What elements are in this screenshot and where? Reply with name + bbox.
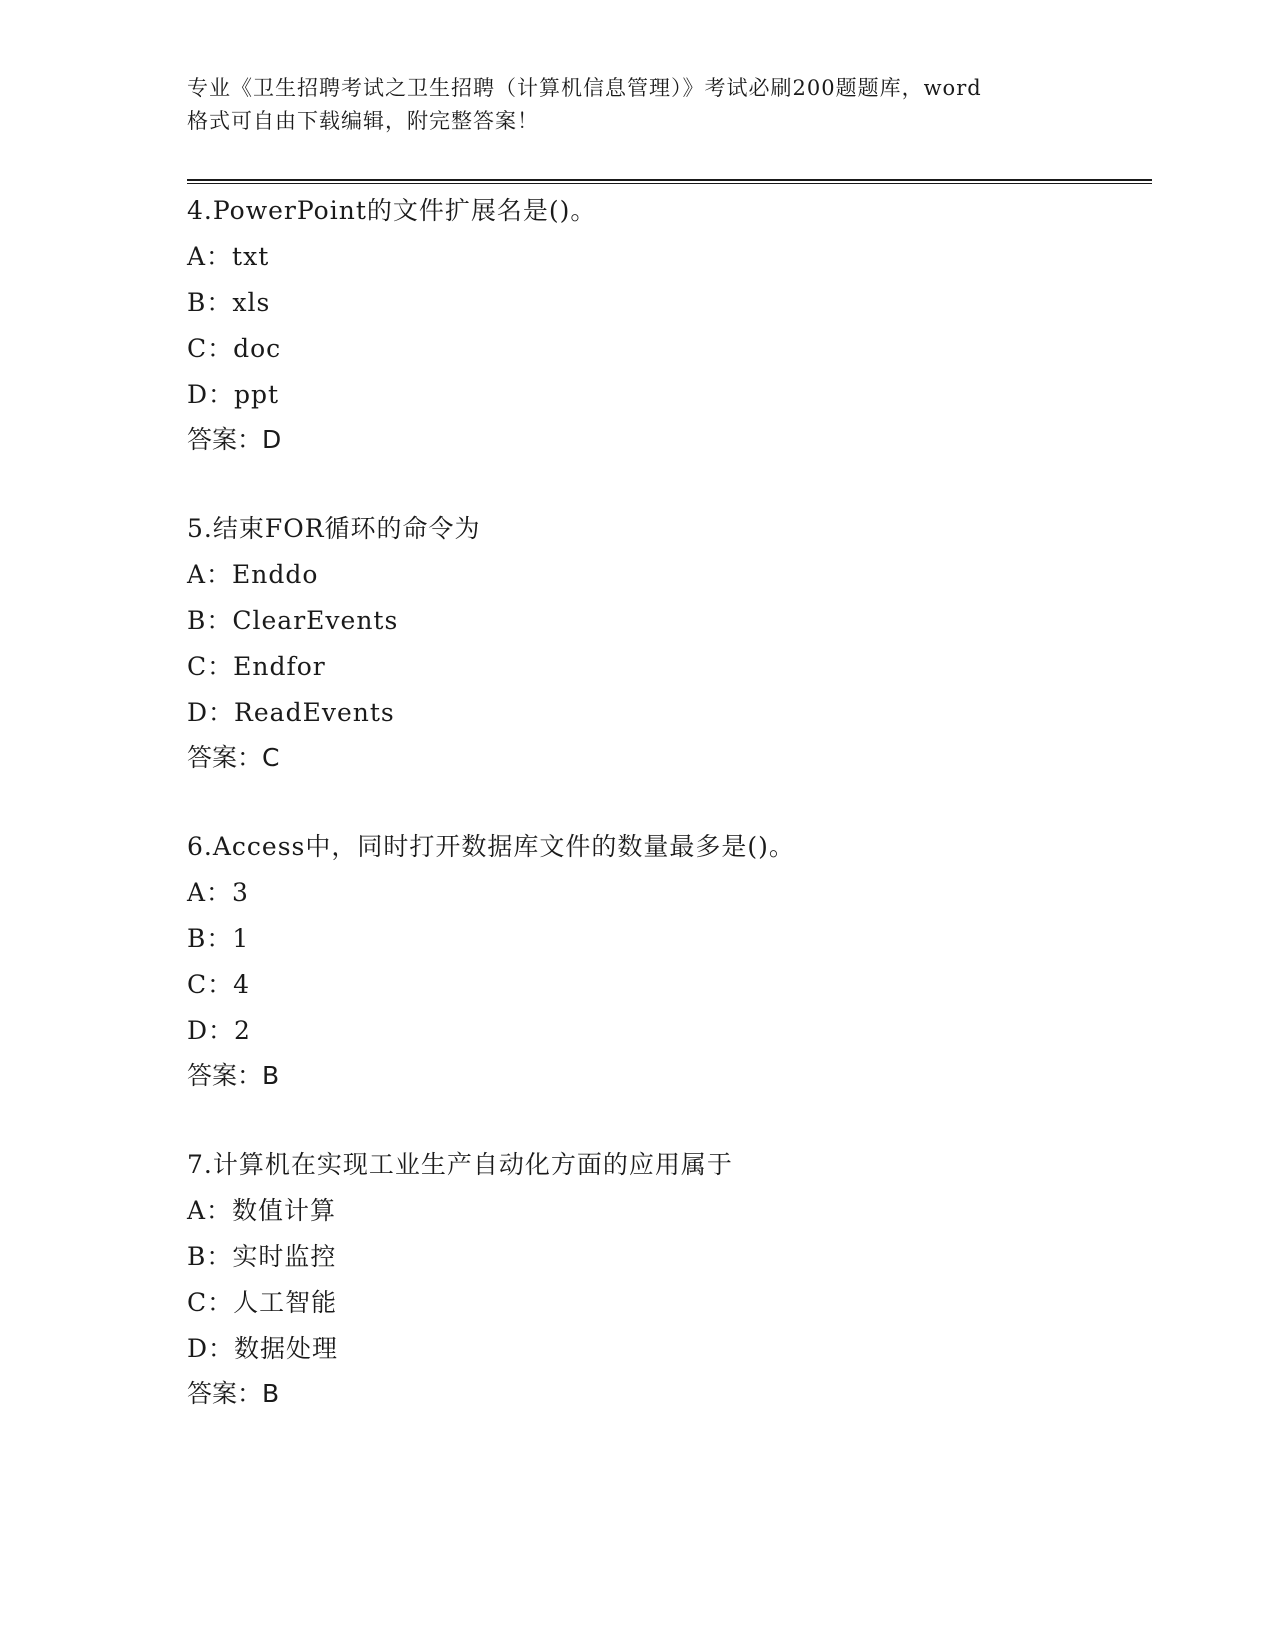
option-b: B：xls (187, 288, 271, 317)
option-d: D：数据处理 (187, 1334, 339, 1363)
answer-label: 答案：B (187, 1379, 280, 1408)
question-title: 6.Access中，同时打开数据库文件的数量最多是()。 (187, 832, 795, 861)
option-d: D：ppt (187, 380, 280, 409)
option-c: C：4 (187, 970, 251, 999)
option-d: D：2 (187, 1016, 251, 1045)
header-line-1: 专业《卫生招聘考试之卫生招聘（计算机信息管理）》考试必刷200题题库，word (187, 76, 982, 100)
question-title: 5.结束FOR循环的命令为 (187, 514, 481, 543)
option-a: A：3 (187, 878, 249, 907)
question-list (187, 188, 1152, 1460)
question-4 (187, 188, 1152, 462)
option-c: C：doc (187, 334, 282, 363)
question-title: 7.计算机在实现工业生产自动化方面的应用属于 (187, 1150, 733, 1179)
header-divider (187, 179, 1152, 184)
option-c: C：人工智能 (187, 1288, 338, 1317)
question-title: 4.PowerPoint的文件扩展名是()。 (187, 196, 597, 225)
option-a: A：Enddo (187, 560, 319, 589)
answer-label: 答案：B (187, 1061, 280, 1090)
option-b: B：1 (187, 924, 250, 953)
question-5 (187, 506, 1152, 780)
header-line-2: 格式可自由下载编辑，附完整答案！ (187, 109, 539, 133)
option-c: C：Endfor (187, 652, 326, 681)
option-a: A：数值计算 (187, 1196, 337, 1225)
question-6 (187, 824, 1152, 1098)
answer-label: 答案：C (187, 743, 280, 772)
question-7 (187, 1142, 1152, 1416)
document-header (187, 72, 1087, 138)
option-d: D：ReadEvents (187, 698, 395, 727)
answer-label: 答案：D (187, 425, 282, 454)
option-a: A：txt (187, 242, 270, 271)
option-b: B：实时监控 (187, 1242, 337, 1271)
option-b: B：ClearEvents (187, 606, 399, 635)
